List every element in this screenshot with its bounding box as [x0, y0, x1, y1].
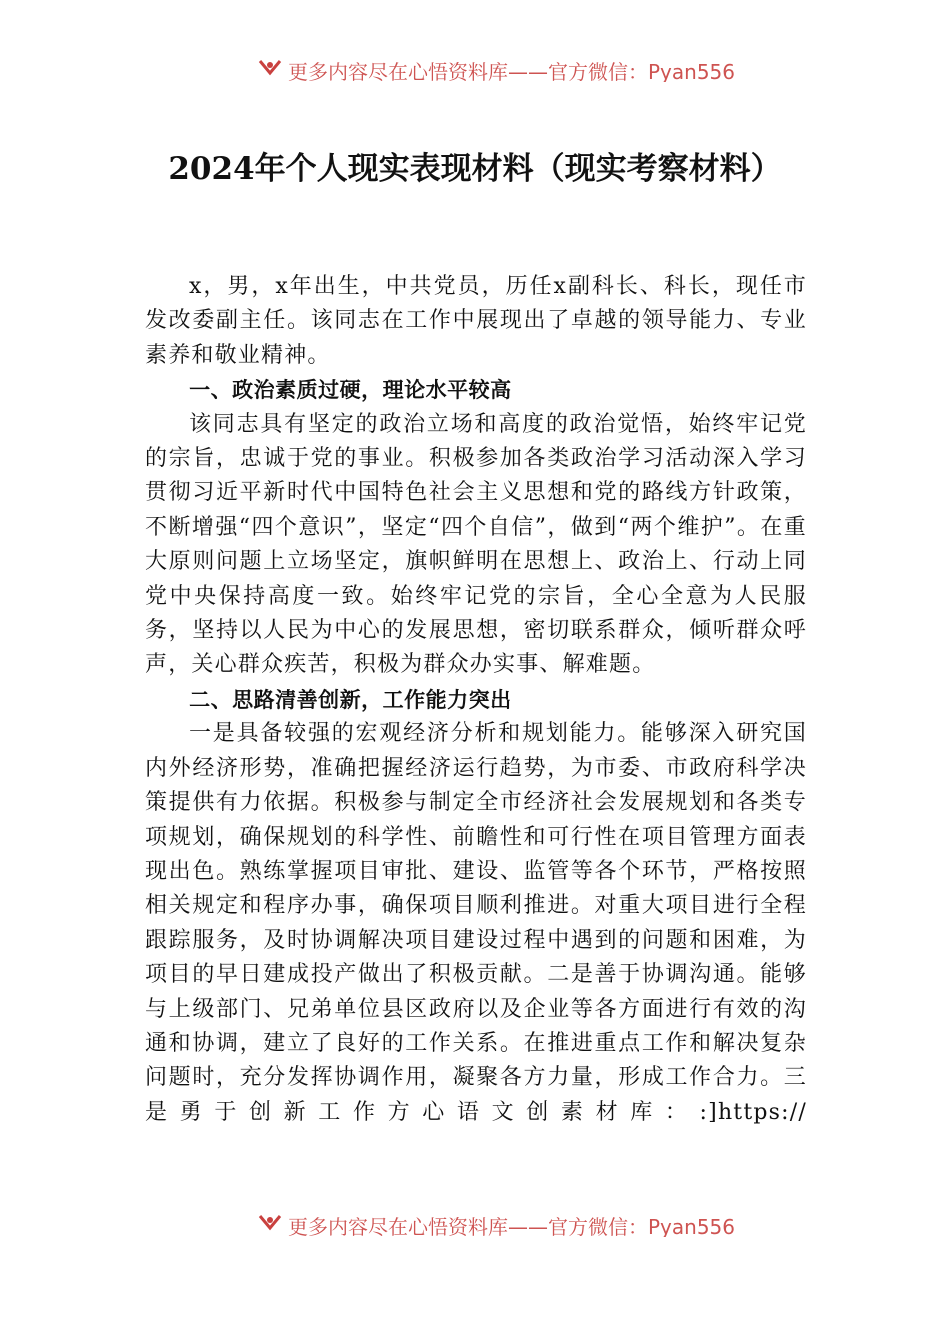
- intro-paragraph: x，男，x年出生，中共党员，历任x副科长、科长，现任市发改委副主任。该同志在工作中展现出了卓越的领导能力、专业素养和敬业精神。: [145, 274, 807, 368]
- watermark-banner-top: [258, 52, 738, 82]
- red-logo-icon: [258, 1212, 282, 1232]
- watermark-banner-bottom: [258, 1207, 738, 1237]
- document-body: [145, 270, 807, 1130]
- red-logo-icon: [258, 57, 282, 77]
- section-1-paragraph: 该同志具有坚定的政治立场和高度的政治觉悟，始终牢记党的宗旨，忠诚于党的事业。积极参加各类政治学习活动深入学习贯彻习近平新时代中国特色社会主义思想和党的路线方针政策，不断增强“四个意识”，坚定“四个自信”，做到“两个维护”。在重大原则问题上立场坚定，旗帜鲜明在思想上、政治上、行动上同党中央保持高度一致。始终牢记党的宗旨，全心全意为人民服务，坚持以人民为中心的发展思想，密切联系群众，倾听群众呼声，关心群众疾苦，积极为群众办实事、解难题。: [145, 411, 807, 678]
- section-2-paragraph: 一是具备较强的宏观经济分析和规划能力。能够深入研究国内外经济形势，准确把握经济运行趋势，为市委、市政府科学决策提供有力依据。积极参与制定全市经济社会发展规划和各类专项规划，确保规划的科学性、前瞻性和可行性在项目管理方面表现出色。熟练掌握项目审批、建设、监管等各个环节，严格按照相关规定和程序办事，确保项目顺利推进。对重大项目进行全程跟踪服务，及时协调解决项目建设过程中遇到的问题和困难，为项目的早日建成投产做出了积极贡献。二是善于协调沟通。能够与上级部门、兄弟单位县区政府以及企业等各方面进行有效的沟通和协调，建立了良好的工作关系。在推进重点工作和解决复杂问题时，充分发挥协调作用，凝聚各方力量，形成工作合力。三是勇于创新工作方心语文创素材库：:]https://: [145, 721, 807, 1125]
- document-title: 2024年个人现实表现材料（现实考察材料）: [168, 151, 782, 187]
- watermark-text: 更多内容尽在心悟资料库——官方微信：Pyan556: [288, 59, 736, 82]
- section-1-heading: 一、政治素质过硬，理论水平较高: [189, 378, 512, 403]
- watermark-text: 更多内容尽在心悟资料库——官方微信：Pyan556: [288, 1214, 736, 1237]
- section-2-heading: 二、思路清善创新，工作能力突出: [189, 687, 512, 712]
